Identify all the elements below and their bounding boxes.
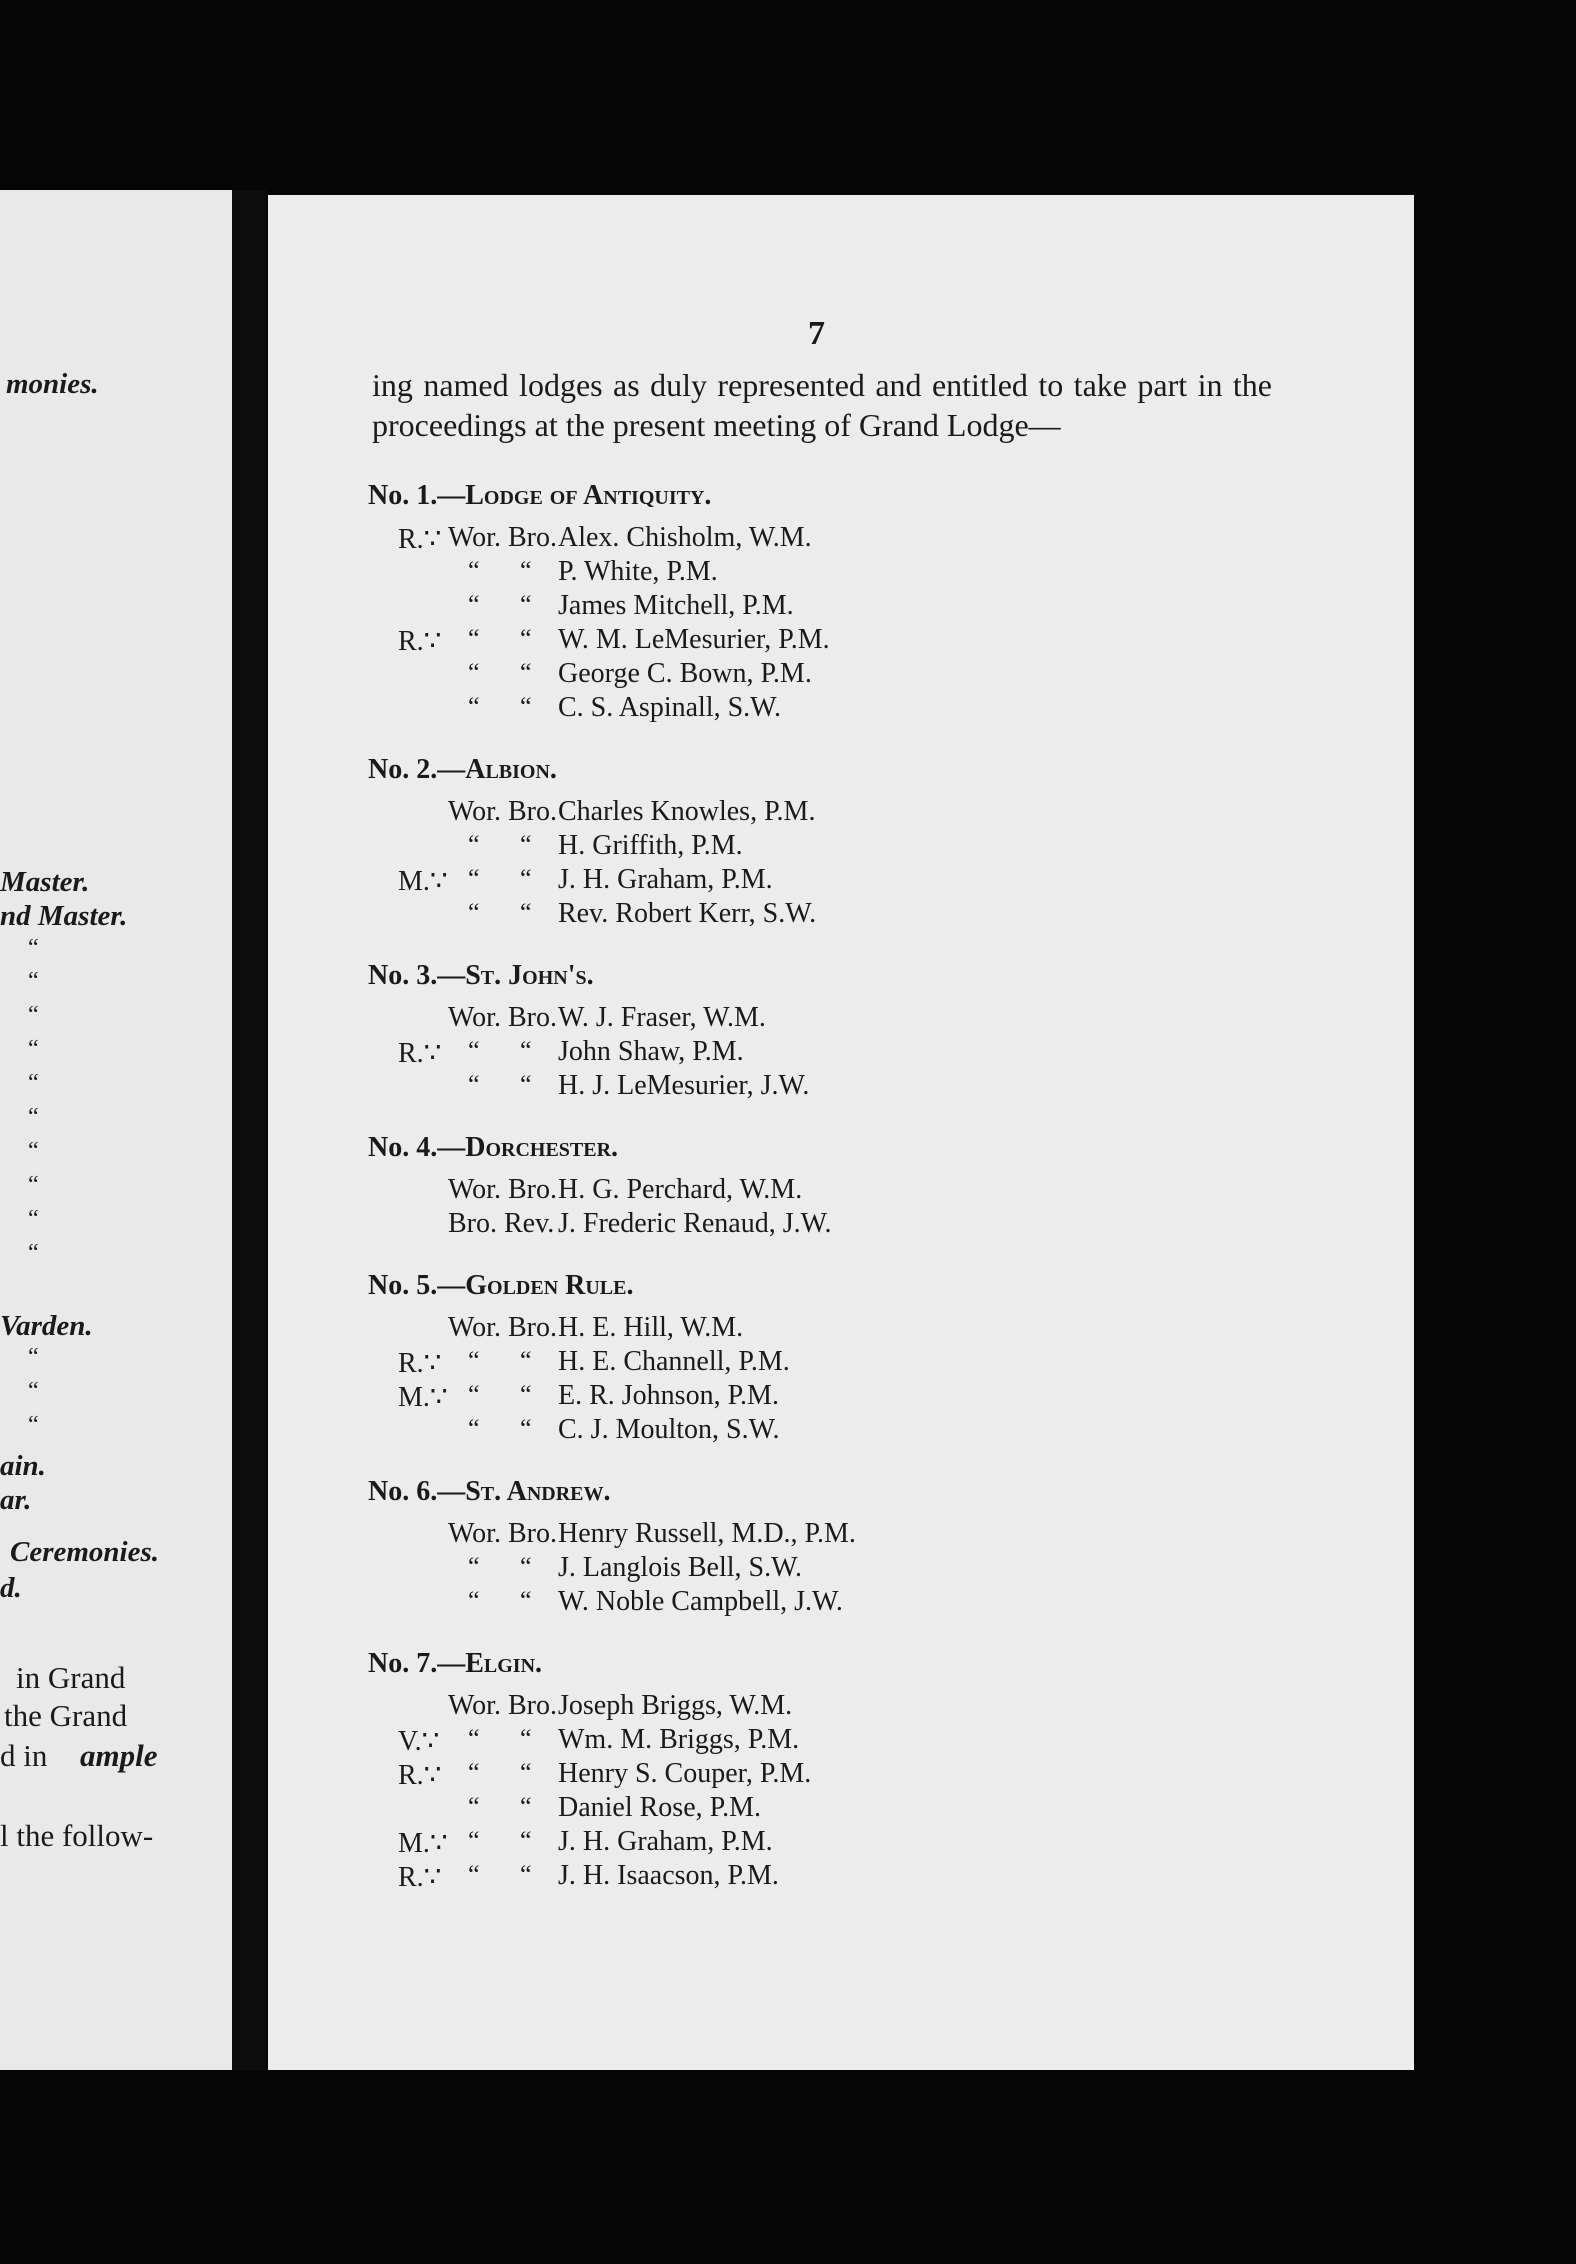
ditto-mark: “	[520, 624, 532, 653]
left-fragment: Varden.	[0, 1310, 93, 1342]
member-name: H. E. Channell, P.M.	[558, 1346, 790, 1377]
member-rank: M.∵	[398, 1828, 448, 1859]
left-ditto: “	[28, 1378, 39, 1404]
lodge-name: St. Andrew.	[465, 1476, 611, 1507]
member-rank: R.∵	[398, 524, 442, 555]
lodge-number: No. 2.—	[368, 754, 466, 785]
ditto-mark: “	[468, 590, 480, 619]
left-ditto: “	[28, 1412, 39, 1438]
member-name: George C. Bown, P.M.	[558, 658, 812, 689]
lodge-heading	[368, 1476, 611, 1508]
ditto-mark: “	[520, 1070, 532, 1099]
member-name: H. Griffith, P.M.	[558, 830, 743, 861]
left-fragment: d.	[0, 1572, 22, 1604]
ditto-mark: “	[468, 1414, 480, 1443]
ditto-mark: “	[520, 556, 532, 585]
ditto-mark: “	[468, 1860, 480, 1889]
book-gutter	[232, 190, 266, 2070]
left-fragment: ain.	[0, 1450, 46, 1482]
left-fragment: d in	[0, 1738, 48, 1773]
left-ditto: “	[28, 1240, 39, 1266]
ditto-mark: “	[520, 1826, 532, 1855]
lodge-heading	[368, 480, 711, 512]
member-name: J. Frederic Renaud, J.W.	[558, 1208, 832, 1239]
left-fragment: Ceremonies.	[10, 1536, 160, 1568]
lodge-name: Dorchester.	[465, 1132, 619, 1163]
lodge-name: Lodge of Antiquity.	[465, 480, 712, 511]
member-name: James Mitchell, P.M.	[558, 590, 794, 621]
member-name: C. J. Moulton, S.W.	[558, 1414, 780, 1445]
right-page	[268, 195, 1414, 2070]
lodge-heading	[368, 754, 557, 786]
member-name: C. S. Aspinall, S.W.	[558, 692, 782, 723]
member-rank: M.∵	[398, 1382, 448, 1413]
ditto-mark: “	[468, 898, 480, 927]
left-fragment: l the follow-	[0, 1818, 154, 1853]
member-name: E. R. Johnson, P.M.	[558, 1380, 779, 1411]
member-name: W. M. LeMesurier, P.M.	[558, 624, 830, 655]
member-rank: R.∵	[398, 1862, 442, 1893]
ditto-mark: “	[468, 624, 480, 653]
left-fragment: in Grand	[16, 1660, 126, 1695]
ditto-mark: “	[520, 1758, 532, 1787]
left-ditto: “	[28, 1036, 39, 1062]
left-fragment: ar.	[0, 1484, 32, 1516]
lodge-name: St. John's.	[465, 960, 594, 991]
member-name: John Shaw, P.M.	[558, 1036, 744, 1067]
page-number: 7	[808, 315, 825, 352]
member-name: Alex. Chisholm, W.M.	[558, 522, 812, 553]
member-rank: R.∵	[398, 626, 442, 657]
member-title: Wor. Bro.	[448, 1174, 557, 1205]
lodge-heading	[368, 960, 594, 992]
member-title: Wor. Bro.	[448, 1518, 557, 1549]
left-ditto: “	[28, 1138, 39, 1164]
lodge-heading	[368, 1648, 542, 1680]
member-name: W. Noble Campbell, J.W.	[558, 1586, 843, 1617]
member-title: Wor. Bro.	[448, 1002, 557, 1033]
member-name: J. Langlois Bell, S.W.	[558, 1552, 802, 1583]
left-fragment: the Grand	[4, 1698, 128, 1733]
ditto-mark: “	[520, 898, 532, 927]
member-name: Charles Knowles, P.M.	[558, 796, 816, 827]
member-name: Wm. M. Briggs, P.M.	[558, 1724, 800, 1755]
left-ditto: “	[28, 968, 39, 994]
ditto-mark: “	[468, 1826, 480, 1855]
member-name: Daniel Rose, P.M.	[558, 1792, 761, 1823]
ditto-mark: “	[468, 556, 480, 585]
member-title: Bro. Rev.	[448, 1208, 555, 1239]
lodge-name: Elgin.	[465, 1648, 543, 1679]
member-rank: M.∵	[398, 866, 448, 897]
left-page	[0, 190, 238, 2070]
lodge-number: No. 6.—	[368, 1476, 466, 1507]
ditto-mark: “	[520, 1414, 532, 1443]
lodge-heading	[368, 1270, 633, 1302]
left-ditto: “	[28, 1002, 39, 1028]
ditto-mark: “	[468, 1586, 480, 1615]
left-ditto: “	[28, 1070, 39, 1096]
ditto-mark: “	[468, 658, 480, 687]
member-name: J. H. Graham, P.M.	[558, 864, 773, 895]
ditto-mark: “	[468, 1724, 480, 1753]
member-name: P. White, P.M.	[558, 556, 718, 587]
lodge-name: Golden Rule.	[465, 1270, 634, 1301]
member-rank: R.∵	[398, 1760, 442, 1791]
member-name: Henry Russell, M.D., P.M.	[558, 1518, 856, 1549]
lodge-number: No. 3.—	[368, 960, 466, 991]
member-name: H. E. Hill, W.M.	[558, 1312, 744, 1343]
ditto-mark: “	[520, 1792, 532, 1821]
member-rank: R.∵	[398, 1038, 442, 1069]
ditto-mark: “	[468, 1792, 480, 1821]
ditto-mark: “	[468, 692, 480, 721]
member-name: J. H. Isaacson, P.M.	[558, 1860, 779, 1891]
ditto-mark: “	[520, 590, 532, 619]
ditto-mark: “	[468, 1070, 480, 1099]
ditto-mark: “	[520, 692, 532, 721]
left-fragment: monies.	[6, 368, 99, 400]
lodge-heading	[368, 1132, 618, 1164]
member-name: Rev. Robert Kerr, S.W.	[558, 898, 817, 929]
member-name: H. G. Perchard, W.M.	[558, 1174, 803, 1205]
member-title: Wor. Bro.	[448, 1312, 557, 1343]
ditto-mark: “	[468, 830, 480, 859]
member-name: H. J. LeMesurier, J.W.	[558, 1070, 810, 1101]
lodge-name: Albion.	[465, 754, 557, 785]
ditto-mark: “	[520, 658, 532, 687]
member-name: J. H. Graham, P.M.	[558, 1826, 773, 1857]
left-ditto: “	[28, 1206, 39, 1232]
lodge-number: No. 5.—	[368, 1270, 466, 1301]
ditto-mark: “	[520, 1552, 532, 1581]
ditto-mark: “	[520, 1036, 532, 1065]
lodge-number: No. 7.—	[368, 1648, 466, 1679]
left-ditto: “	[28, 935, 39, 961]
ditto-mark: “	[520, 1380, 532, 1409]
lodge-number: No. 4.—	[368, 1132, 466, 1163]
intro-paragraph: ing named lodges as duly represented and entitled to take part in the proceedings at the present meeting of Grand Lodge—	[372, 367, 1272, 443]
member-title: Wor. Bro.	[448, 522, 557, 553]
ditto-mark: “	[520, 864, 532, 893]
left-fragment: ample	[80, 1738, 158, 1773]
member-name: W. J. Fraser, W.M.	[558, 1002, 766, 1033]
member-title: Wor. Bro.	[448, 1690, 557, 1721]
member-rank: V.∵	[398, 1726, 440, 1757]
ditto-mark: “	[468, 1758, 480, 1787]
ditto-mark: “	[468, 1380, 480, 1409]
ditto-mark: “	[520, 830, 532, 859]
left-ditto: “	[28, 1172, 39, 1198]
left-fragment: nd Master.	[0, 900, 128, 932]
member-title: Wor. Bro.	[448, 796, 557, 827]
ditto-mark: “	[520, 1724, 532, 1753]
ditto-mark: “	[468, 1036, 480, 1065]
left-ditto: “	[28, 1344, 39, 1370]
member-name: Joseph Briggs, W.M.	[558, 1690, 793, 1721]
member-name: Henry S. Couper, P.M.	[558, 1758, 812, 1789]
ditto-mark: “	[520, 1860, 532, 1889]
left-fragment: Master.	[0, 866, 90, 898]
ditto-mark: “	[468, 1552, 480, 1581]
member-rank: R.∵	[398, 1348, 442, 1379]
lodge-number: No. 1.—	[368, 480, 466, 511]
ditto-mark: “	[468, 1346, 480, 1375]
ditto-mark: “	[520, 1586, 532, 1615]
ditto-mark: “	[468, 864, 480, 893]
ditto-mark: “	[520, 1346, 532, 1375]
left-ditto: “	[28, 1104, 39, 1130]
